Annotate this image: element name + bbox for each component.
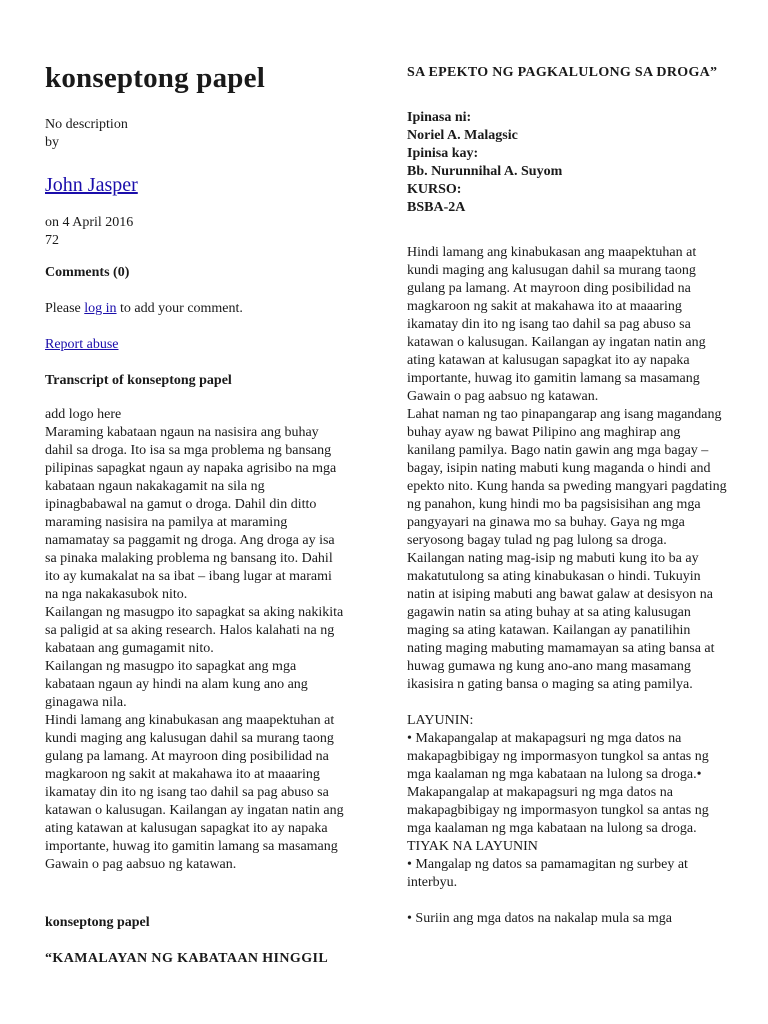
right-column xyxy=(407,64,727,928)
document-title-continued: SA EPEKTO NG PAGKALULONG SA DROGA” xyxy=(407,65,718,80)
credit-line: Ipinasa ni: xyxy=(407,110,472,125)
report-abuse-link[interactable]: Report abuse xyxy=(45,337,119,352)
tiyak-item: • Suriin ang mga datos na nakalap mula sa mga xyxy=(407,911,673,926)
login-prefix: Please xyxy=(45,301,85,316)
publish-date: on 4 April 2016 xyxy=(45,215,134,230)
spacer xyxy=(407,892,727,910)
credit-line: Bb. Nurunnihal A. Suyom xyxy=(407,164,563,179)
transcript-paragraph: Hindi lamang ang kinabukasan ang maapektuhan at kundi maging ang kalusugan dahil sa murang taong gulang pa lamang. At mayroon ding posibilidad na magkaroon ng sakit at makahawa ito at maaaring ikamatay din ito ng isang tao dahil sa pag abuso sa katawan o kalusugan. Kailangan ay ingatan natin ang ating katawan at kalusugan sapagkat ito ay napaka importante, huwag ito gamitin lamang sa masamang Gawain o pag aabsuo ng katawan. xyxy=(45,713,344,872)
tiyak-item: • Mangalap ng datos sa pamamagitan ng surbey at interbyu. xyxy=(407,857,688,890)
login-link[interactable]: log in xyxy=(84,301,117,316)
transcript-paragraph: Kailangan ng masugpo ito sapagkat sa aking nakikita sa paligid at sa aking research. Halos kalahati na ng kabataan ang gumagamit nito. xyxy=(45,605,344,656)
document-heading: konseptong papel xyxy=(45,915,150,930)
left-column xyxy=(45,60,345,968)
comments-heading: Comments (0) xyxy=(45,265,130,280)
login-prompt xyxy=(45,300,345,318)
transcript-paragraph: Kailangan ng masugpo ito sapagkat ang mga kabataan ngaun ay hindi na alam kung ano ang ginagawa nila. xyxy=(45,659,308,710)
body-paragraph: Hindi lamang ang kinabukasan ang maapektuhan at kundi maging ang kalusugan dahil sa murang taong gulang pa lamang. At mayroon ding posibilidad na magkaroon ng sakit at makahawa ito at maaaring ikamatay din ito ng isang tao dahil sa pag abuso sa katawan o kalusugan. Kailangan ay ingatan natin ang ating katawan at kalusugan sapagkat ito ay napaka importante, huwag ito gamitin lamang sa masamang Gawain o pag aabsuo ng katawan. xyxy=(407,245,706,404)
spacer xyxy=(407,217,727,244)
credit-line: Ipinisa kay: xyxy=(407,146,479,161)
description: No description xyxy=(45,117,128,132)
spacer xyxy=(407,694,727,712)
transcript-paragraph: Maraming kabataan ngaun na nasisira ang buhay dahil sa droga. Ito isa sa mga problema ng bansang pilipinas sapagkat ngaun ay napaka agrisibo na mga kabataan ngaun nakakagamit na sila ng ipinagbabawal na gamut o droga. Dahil din ditto maraming nasisira na pamilya at maraming namamatay sa paggamit ng droga. Ang droga ay isa sa pinaka malaking problema ng bansang ito. Dahil ito ay kumakalat na sa ibat – ibang lugar at marami na nga nakakasubok nito. xyxy=(45,425,337,602)
body-paragraph: Kailangan nating mag-isip ng mabuti kung ito ba ay makatutulong sa ating kinabukasan o hindi. Tukuyin natin at isiping mabuti ang bawat galaw at desisyon na gagawin natin sa ating buhay at sa ating kalusugan maging sa ating katawan. Kailangan ay panatilihin nating maging mabuting mamamayan sa ating bansa at huwag gumawa ng kung ano-ano mang masamang ikasisira n gating bansa o maging sa ating pamilya. xyxy=(407,551,715,692)
credit-line: BSBA-2A xyxy=(407,200,466,215)
page-title: konseptong papel xyxy=(45,62,265,94)
tiyak-heading: TIYAK NA LAYUNIN xyxy=(407,839,538,854)
view-count: 72 xyxy=(45,233,59,248)
body-paragraph: Lahat naman ng tao pinapangarap ang isang magandang buhay ayaw ng bawat Pilipino ang maghirap ang kanilang pamilya. Bago natin gawin ang mga bagay – bagay, isipin nating mabuti kung maganda o hindi and epekto nito. Kung handa sa pweding mangyari pagdating ng panahon, kung hindi mo ba pagsisisihan ang mga pangyayari na ginawa mo sa buhay. Gaya ng mga seryosong bagay tulad ng pag lulong sa droga. xyxy=(407,407,727,548)
login-suffix: to add your comment. xyxy=(116,301,243,316)
spacer xyxy=(45,874,345,914)
transcript-heading: Transcript of konseptong papel xyxy=(45,373,232,388)
author-link[interactable]: John Jasper xyxy=(45,174,138,196)
credit-line: Noriel A. Malagsic xyxy=(407,128,518,143)
transcript-paragraph: add logo here xyxy=(45,407,122,422)
credit-line: KURSO: xyxy=(407,182,462,197)
layunin-heading: LAYUNIN: xyxy=(407,713,474,728)
layunin-text: • Makapangalap at makapagsuri ng mga datos na makapagbibigay ng impormasyon tungkol sa antas ng mga kaalaman ng mga kabataan na lulong sa droga.• Makapangalap at makapagsuri ng mga datos na makapagbibigay ng impormasyon tungkol sa antas ng mga kaalaman ng mga kabataan na lulong sa droga. xyxy=(407,731,709,836)
document-title-quote: “KAMALAYAN NG KABATAAN HINGGIL xyxy=(45,951,329,966)
by-label: by xyxy=(45,135,59,150)
